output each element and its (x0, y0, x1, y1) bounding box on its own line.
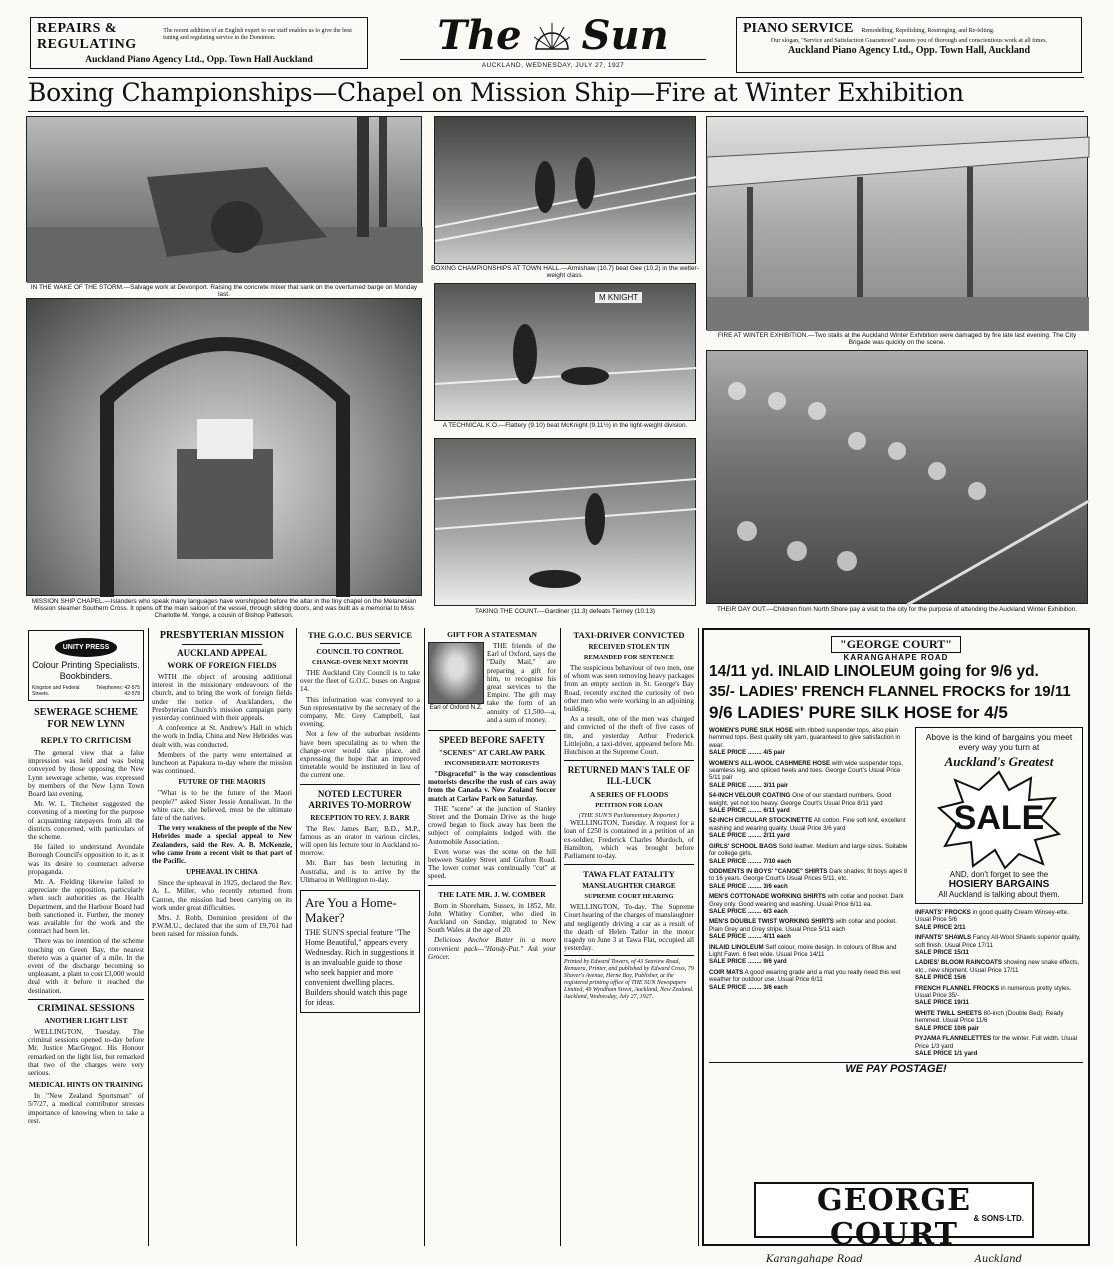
gc-item-price: SALE PRICE ........ 7/10 each (709, 857, 792, 865)
china-subhead: UPHEAVAL IN CHINA (186, 868, 258, 877)
earl-portrait (428, 642, 484, 704)
chapel-caption: MISSION SHIP CHAPEL.—Islanders who speak many languages have worshipped before the altar in the tiny chapel on the Melanesian Mission steamer Southern Cross. It opens off the main saloon of the vessel, through sliding doors, and was built as a memorial to Miss Charlotte M. Yonge, a cousin of Bishop Patteson. (31, 598, 417, 620)
tawa-headline: TAWA FLAT FATALITY (583, 869, 675, 880)
gc-logo: GEORGE COURT (816, 1183, 972, 1252)
sale-after2: HOSIERY BARGAINS (948, 879, 1050, 890)
gc-item-price: SALE PRICE ........ 9/6 yard (709, 958, 787, 966)
gc-item-price: SALE PRICE ........ 2/11 yard (709, 832, 790, 840)
gc-sale-item (709, 843, 909, 865)
sale-box (915, 727, 1083, 904)
home-maker-box (300, 890, 420, 1013)
gc-sale-item (709, 760, 909, 790)
tawa-subhead2: SUPREME COURT HEARING (584, 893, 674, 901)
gc-logo-sub: & SONS·LTD. (973, 1214, 1024, 1223)
gc-item-desc: with wide suspender tops, seamless leg, and spliced heels and toes. George Court's Usual Price 5/11 pair (709, 759, 904, 782)
lecturer-p2: Mr. Barr has been lecturing in Australia, and is to arrive by the Ulimaroa in Wellington to-day. (300, 859, 420, 884)
sewerage-p3: He failed to understand Avondale Borough Council's opposition to it, as it was its desire to counteract adverse propaganda. (28, 843, 144, 876)
storm-scene-icon (27, 117, 423, 283)
storm-caption: IN THE WAKE OF THE STORM.—Salvage work at Devonport. Raising the concrete mixer that sank on the overturned barge on Monday last. (30, 284, 418, 299)
right-header-ad (736, 17, 1082, 73)
gc-sale-item (709, 893, 909, 915)
gc-item-desc: Self colour, moire design. In colours of Blue and Light Fawn. 6 feet wide. Usual Price 14/11 (709, 943, 897, 958)
gc-item-price: SALE PRICE ........ 3/6 each (709, 983, 788, 991)
left-ad-title: REPAIRS & REGULATING (37, 21, 137, 52)
returned-byline: (THE SUN'S Parliamentary Reporter.) (578, 812, 680, 820)
sewerage-story (28, 749, 144, 995)
gc-item-name: WHITE TWILL SHEETS (915, 1009, 982, 1017)
goc-subhead: COUNCIL TO CONTROL (316, 647, 404, 656)
butter-ad: Delicious Anchor Butter in a more convenient pack—"Handy-Pat." Ask your Grocer. (428, 936, 556, 961)
right-ad-title: PIANO SERVICE (743, 21, 854, 36)
medical-p1: In "New Zealand Sportsman" of 5/7/27, a medical contributor stresses importance of knowing when to take a rest. (28, 1092, 144, 1125)
gc-logo-right: Auckland (974, 1254, 1022, 1265)
sewerage-p4: Mr. A. Fielding likewise failed to appreciate the opposition, particularly when such authorities as the Health Department, and the Harbour Board had both sanctioned it. Further, the money was available for the work and the contract had been let. (28, 878, 144, 936)
speed-subhead: "SCENES" AT CARLAW PARK (438, 748, 546, 758)
gc-sale-item (915, 909, 1083, 931)
home-maker-text: THE SUN'S special feature "The Home Beautiful," appears every Wednesday. Rich in suggestions it is an invaluable guide to those who seek happier and more convenient dwelling places. Builders should watch this page for ideas. (305, 928, 415, 1008)
returned-subhead: A SERIES OF FLOODS (589, 790, 669, 800)
speed-subhead2: INCONSIDERATE MOTORISTS (444, 760, 540, 768)
presbyterian-headline: PRESBYTERIAN MISSION (159, 630, 285, 641)
presbyterian-p4: "What is to be the future of the Maori people?" asked Sister Jessie Annaliwan. In the white race, she believed, must be the ultimate fate of the natives. (152, 789, 292, 823)
gc-item-name: COIR MATS (709, 968, 744, 976)
ring-photo (434, 283, 696, 421)
gc-item-price: SALE PRICE 1/1 yard (915, 1049, 978, 1057)
speed-headline: SPEED BEFORE SAFETY (438, 735, 546, 746)
column-3 (300, 630, 420, 1246)
gc-item-desc: A good wearing grade and a mat you really need this wet weather for outdoor use. Usual Price 6/11 (709, 968, 901, 984)
gc-item-price: SALE PRICE 15/6 (915, 974, 966, 982)
banner-headline: Boxing Championships—Chapel on Mission Ship—Fire at Winter Exhibition (28, 78, 964, 107)
masthead-the: The (437, 12, 522, 59)
gc-item-name: WOMEN'S ALL-WOOL CASHMERE HOSE (709, 759, 831, 767)
gc-item-desc: in numerous pretty styles. Usual Price 35/- (915, 984, 1072, 1000)
sale-store: Auckland's Greatest (944, 754, 1054, 769)
sewerage-headline: SEWERAGE SCHEME FOR NEW LYNN (34, 707, 138, 730)
taxi-p2: As a result, one of the men was charged and convicted of the theft of five cases of tin, and yesterday Arthur Frederick Littlejohn, a taxi-driver, appeared before Mr. Hutchison at the Supreme Court. (564, 715, 694, 757)
gc-line2: 35/- LADIES' FRENCH FLANNEL FROCKS for 19/11 (709, 683, 1071, 700)
gc-item-name: GIRLS' SCHOOL BAGS (709, 842, 778, 850)
sun-emblem-icon (532, 19, 572, 53)
printers-imprint: Printed by Edward Towers, of 43 Seaview Road, Remuera, Printer, and published by Edward Cross, 79 Shaver's Avenue, Herne Bay, Publisher, at the registered printing office of THE SUN Newspapers Limited, 49 Wyndham Street, Auckland, New Zealand. Auckland, Wednesday, July 27, 1927. (564, 959, 694, 1001)
gc-line1: 14/11 yd. INLAID LINOLEUM going for 9/6 yd. (709, 663, 1039, 680)
taxi-subhead: RECEIVED STOLEN TIN (588, 643, 670, 651)
storm-photo (26, 116, 422, 282)
goc-p1: THE Auckland City Council is to take over the fleet of G.O.C. buses on August 14. (300, 669, 420, 694)
gc-line3: 9/6 LADIES' PURE SILK HOSE for 4/5 (709, 703, 1008, 722)
fire-photo (706, 116, 1088, 330)
sale-starburst-icon (939, 772, 1059, 868)
taxi-headline: TAXI-DRIVER CONVICTED (573, 630, 685, 640)
maoris-subhead: FUTURE OF THE MAORIS (178, 778, 266, 787)
masthead-sun: Sun (581, 12, 669, 59)
gc-item-name: 52-INCH CIRCULAR STOCKINETTE (709, 817, 813, 825)
boxing-caption: BOXING CHAMPIONSHIPS AT TOWN HALL.—Armishaw (10.7) beat Gee (10.2) in the welter-weight class. (431, 265, 699, 280)
gc-sale-item (709, 944, 909, 966)
left-ad-body: The recent addition of an English expert to our staff enables us to give the best tuning and regulating service in the Dominion. (163, 28, 352, 41)
gc-sale-item (915, 1010, 1083, 1032)
gc-sale-item (709, 792, 909, 814)
taxi-p1: The suspicious behaviour of two men, one of whom was seen removing heavy packages from an empty section in St. George's Bay Road, recently excited the curiosity of two other men who were working in an adjoining building. (564, 664, 694, 714)
gc-item-desc: Dark shades; fit boys ages 8 to 16 years. George Court's Usual Prices 5/11, etc. (709, 867, 908, 883)
column-2 (152, 630, 292, 1246)
unity-press-ad (28, 630, 144, 701)
returned-subhead2: PETITION FOR LOAN (595, 802, 663, 810)
gc-title: "GEORGE COURT" (831, 636, 961, 653)
medical-headline: MEDICAL HINTS ON TRAINING (28, 1080, 144, 1090)
dayout-photo (706, 350, 1088, 604)
sewerage-subhead: REPLY TO CRITICISM (40, 735, 132, 745)
gc-item-price: SALE PRICE ........ 3/6 each (709, 882, 788, 890)
speed-p2: THE "scene" at the junction of Stanley Street and the Domain Drive as the huge crowd began to flock away has been the subject of complaints lodged with the Automobile Association. (428, 804, 556, 846)
gc-item-desc: with collar and pocket. Plain Grey and Grey stripe. Usual Price 5/11 each (709, 918, 897, 933)
gc-item-name: MEN'S DOUBLE TWIST WORKING SHIRTS (709, 918, 834, 926)
exhibition-stalls-icon (707, 117, 1089, 331)
unity-press-text: Colour Printing Specialists. Bookbinders. (32, 660, 140, 681)
unity-press-logo: UNITY PRESS (55, 638, 118, 657)
tawa-p1: WELLINGTON, To-day. The Supreme Court hearing of the charges of manslaughter and negligently driving a car as a result of the death of Helen Tailor in the motor tragedy on June 3 at Tawa Flat, occupied all yesterday. (564, 903, 694, 953)
gc-item-name: 54-INCH VELOUR COATING (709, 792, 791, 800)
left-ad-firm: Auckland Piano Agency Ltd., Opp. Town Hall Auckland (85, 55, 313, 65)
column-1 (28, 630, 144, 1246)
dateline: AUCKLAND, WEDNESDAY, JULY 27, 1927 (481, 62, 625, 69)
gc-item-desc: showing new snake effects, etc., new shipment. Usual Price 17/11 (915, 959, 1080, 974)
dayout-caption: THEIR DAY OUT.—Children from North Shore pay a visit to the city for the purpose of attending the Auckland Winter Exhibition. (717, 606, 1077, 613)
boxing-ring-icon (435, 117, 697, 265)
gc-item-price: SALE PRICE ........ 4/11 each (709, 933, 791, 941)
gc-sale-item (915, 959, 1083, 981)
gc-item-desc: Solid leather. Medium and large sizes. Suitable for college girls. (709, 842, 908, 858)
goc-subhead2: CHANGE-OVER NEXT MONTH (312, 659, 408, 666)
gc-item-name: LADIES' BLOOM RAINCOATS (915, 959, 1002, 967)
home-maker-title: Are You a Home-Maker? (305, 895, 397, 926)
masthead (380, 14, 726, 74)
gc-sale-item (709, 918, 909, 940)
earl-portrait-caption: Earl of Oxford N.Z. (429, 704, 483, 711)
count-photo (434, 438, 696, 606)
gc-item-desc: Fancy All-Wool Shawls superior quality, soft finish. Usual Price 17/11 (915, 934, 1081, 949)
george-court-ad (702, 628, 1090, 1265)
gc-item-price: SALE PRICE 19/11 (915, 999, 969, 1007)
gc-item-desc: for the winter. Full width. Usual Price 1/3 yard (915, 1035, 1078, 1050)
comber-headline: THE LATE MR. J. W. COMBER (438, 889, 546, 899)
gc-sale-item (915, 985, 1083, 1007)
sale-after1: AND, don't forget to see the (949, 870, 1049, 879)
gc-item-name: ODDMENTS IN BOYS' "CANOE" SHIRTS (709, 867, 828, 875)
column-4 (428, 630, 556, 1246)
sewerage-p5: There was no intention of the scheme touching on Green Bay, the nearest thereto was a quarter of a mile. In the event of the discharge becoming so unpleasant, a plant to cost £3,000 would deal with it before it reached the destination. (28, 937, 144, 995)
criminal-p1: WELLINGTON, Tuesday. The criminal sessions opened to-day before Mr. Justice MacGregor. His Honour remarked on the light list, but remarked that two of the charges were very serious. (28, 1027, 144, 1077)
right-ad-body2: Our slogan, "Service and Satisfaction Guaranteed" assures you of thorough and conscientious work at all times. (770, 37, 1048, 44)
returned-p1: WELLINGTON, Tuesday. A request for a loan of £250 is contained in a petition of an ex-soldier, Frederick Charles Murdoch, of Hamilton, which was brought before Parliament to-day. (564, 819, 694, 861)
count-scene-icon (435, 439, 697, 607)
gc-item-price: SALE PRICE ........ 3/11 pair (709, 781, 789, 789)
right-ad-body1: Remodelling, Repolishing, Restringing, and Re-felting. (861, 28, 995, 34)
fire-caption: FIRE AT WINTER EXHIBITION.—Two stalls at the Auckland Winter Exhibition were damaged by fire late last evening. The City Brigade was quickly on the scene. (717, 332, 1077, 347)
gc-item-name: WOMEN'S PURE SILK HOSE (709, 727, 793, 734)
gc-item-desc: One of our standard numbers. Good weight, yet not too heavy. George Court's Usual Price 8/11 yard (709, 792, 892, 807)
gc-item-price: SALE PRICE ........ 4/5 pair (709, 749, 785, 757)
boxing-photo (434, 116, 696, 264)
column-5 (564, 630, 694, 1246)
gc-right-items (915, 909, 1083, 1057)
gc-item-name: INLAID LINOLEUM (709, 943, 764, 951)
goc-headline: THE G.O.C. BUS SERVICE (307, 630, 413, 640)
gc-item-name: MEN'S COTTONADE WORKING SHIRTS (709, 893, 826, 901)
comber-p1: Born in Shoreham, Sussex, in 1852, Mr. John Whitley Comber, who died in Auckland on Sunday, migrated to New South Wales at the age of 20. (428, 901, 556, 935)
criminal-subhead: ANOTHER LIGHT LIST (44, 1015, 128, 1025)
gc-sale-item (709, 969, 909, 991)
goc-p3: Not a few of the suburban residents have been speculating as to when the change-over would take place, and expressing the hope that an improved timetable would be instituted in lieu of the current one. (300, 730, 420, 780)
gc-item-name: PYJAMA FLANNELETTES (915, 1035, 992, 1043)
gc-item-desc: 80-inch (Double Bed). Ready hemmed. Usual Price 11/6 (915, 1009, 1064, 1025)
gc-left-items (709, 727, 909, 1060)
sewerage-p2: Mr. W. L. Titchener suggested the convening of a meeting for the purpose of acquainting ratepayers from all the districts concerned, with particulars of the scheme. (28, 800, 144, 842)
returned-headline: RETURNED MAN'S TALE OF ILL-LUCK (567, 765, 691, 787)
ring-sign: M KNIGHT (595, 292, 642, 303)
gc-item-desc: with ribbed suspender tops, also plain hemmed tops. Best quality silk yarn, guaranteed to give satisfaction in wear. (709, 727, 901, 749)
presbyterian-subhead: AUCKLAND APPEAL (177, 648, 267, 658)
sale-word: SALE (953, 799, 1045, 837)
tawa-subhead: MANSLAUGHTER CHARGE (582, 882, 676, 891)
presbyterian-p7: Mrs. J. Robb, Dominion president of the P.W.M.U., declared that the sum of £9,761 had been raised for mission funds. (152, 914, 292, 939)
gc-postage: WE PAY POSTAGE! (709, 1062, 1083, 1075)
gift-headline: GIFT FOR A STATESMAN (447, 630, 537, 639)
unity-press-address: Kingston and Federal Streets. (32, 685, 80, 697)
gc-sale-item (709, 868, 909, 890)
gc-item-name: INFANTS' SHAWLS (915, 934, 972, 942)
gc-sale-item (915, 1035, 1083, 1057)
gc-sale-item (709, 727, 909, 757)
presbyterian-p3: Members of the party were entertained at luncheon at Papakura to-day where the mission was continued. (152, 750, 292, 776)
presbyterian-p6: Since the upheaval in 1925, declared the Rev. A. L. Miller, who recently returned from Canton, the mission had been carrying on its work under great difficulties. (152, 879, 292, 912)
gc-item-price: SALE PRICE ........ 6/11 yard (709, 807, 790, 815)
gc-item-price: SALE PRICE 2/11 (915, 923, 966, 931)
gc-item-desc: in good quality Cream Winsey-ette. Usual Price 5/6 (915, 909, 1069, 924)
gc-item-desc: with collar and pocket. Dark Grey only. Good wearing and washing. Usual Price 6/11 ea. (709, 893, 904, 908)
knockout-scene-icon (435, 284, 697, 422)
speed-p1: "Disgraceful" is the way conscientious motorists describe the rush of cars away from the Canada v. New Zealand Soccer match at Carlaw Park on Saturday. (428, 770, 556, 803)
unity-press-phone: Telephones: 42-575 42-578 (96, 685, 140, 697)
presbyterian-p2: A conference at St. Andrew's Hall in which the work in India, China and New Hebrides was dealt with, was conducted. (152, 724, 292, 749)
count-caption: TAKING THE COUNT.—Gardiner (11.3) defeats Tierney (10.13) (474, 608, 656, 615)
sewerage-p1: The general view that a false impression was held and was being conveyed by those opposing the New Lynn sewerage scheme, was expressed by members of the New Lynn Town Board last evening. (28, 749, 144, 799)
gc-sale-item (709, 817, 909, 839)
gc-item-price: SALE PRICE ........ 6/3 each (709, 907, 788, 915)
gc-sale-item (915, 934, 1083, 956)
presbyterian-p1: WITH the object of arousing additional interest in the missionary endeavours of the church, and to bring the work of foreign fields under the notice of Aucklanders, the Presbyterian Church's mission campaign party yesterday continued with their appeals. (152, 673, 292, 723)
lecturer-p1: The Rev. James Barr, B.D., M.P., famous as an orator in various circles, will open his lecture tour in Auckland to-morrow. (300, 824, 420, 858)
lecturer-headline: NOTED LECTURER ARRIVES TO-MORROW (308, 788, 412, 810)
gc-item-name: INFANTS' FROCKS (915, 909, 971, 916)
chapel-arch-icon (27, 299, 423, 597)
gc-item-price: SALE PRICE 10/6 pair (915, 1024, 979, 1032)
gc-item-desc: All cotton. Fine soft knit, excellent washing and wearing quality. Usual Price 3/6 yard (709, 817, 906, 832)
gift-p1: THE friends of the Earl of Oxford, says the "Daily Mail," are preparing a gift for him, to recognise his great services to the Empire. The gift may take the form of an annuity of £1,500—a, and a sum of money. (487, 642, 556, 724)
gc-item-price: SALE PRICE 15/11 (915, 949, 969, 957)
sale-after3: All Auckland is talking about them. (938, 890, 1060, 899)
presbyterian-subhead2: WORK OF FOREIGN FIELDS (167, 661, 277, 670)
speed-p3: Even worse was the scene on the hill between Stanley Street and Grafton Road. The lower corner was continually "cut" at speed. (428, 847, 556, 881)
technical-caption: A TECHNICAL K.O.—Flattery (9.10) beat McKnight (9.11½) in the light-weight division. (442, 422, 688, 429)
goc-p2: This information was conveyed to a Sun representative by the secretary of the company, Mr. Grey Campbell, last evening. (300, 695, 420, 729)
presbyterian-p5: The very weakness of the people of the New Hebrides made a special appeal to New Zealanders, said the Rev. A. B. McKenzie, who came from a recent visit to that part of the Pacific. (152, 824, 292, 866)
chapel-photo (26, 298, 422, 596)
left-header-ad (30, 17, 368, 69)
criminal-headline: CRIMINAL SESSIONS (37, 1003, 135, 1014)
gc-item-name: FRENCH FLANNEL FROCKS (915, 984, 1000, 992)
gc-logo-block (754, 1182, 1034, 1265)
taxi-subhead2: REMANDED FOR SENTENCE (583, 654, 675, 661)
lecturer-subhead: RECEPTION TO REV. J. BARR (310, 813, 410, 822)
gc-sub: KARANGAHAPE ROAD (843, 653, 949, 662)
right-ad-firm: Auckland Piano Agency Ltd., Opp. Town Hall, Auckland (787, 45, 1031, 56)
gc-logo-left: Karangahape Road (766, 1254, 863, 1265)
sale-intro: Above is the kind of bargains you meet every way you turn at (925, 732, 1073, 752)
children-crowd-icon (707, 351, 1089, 605)
